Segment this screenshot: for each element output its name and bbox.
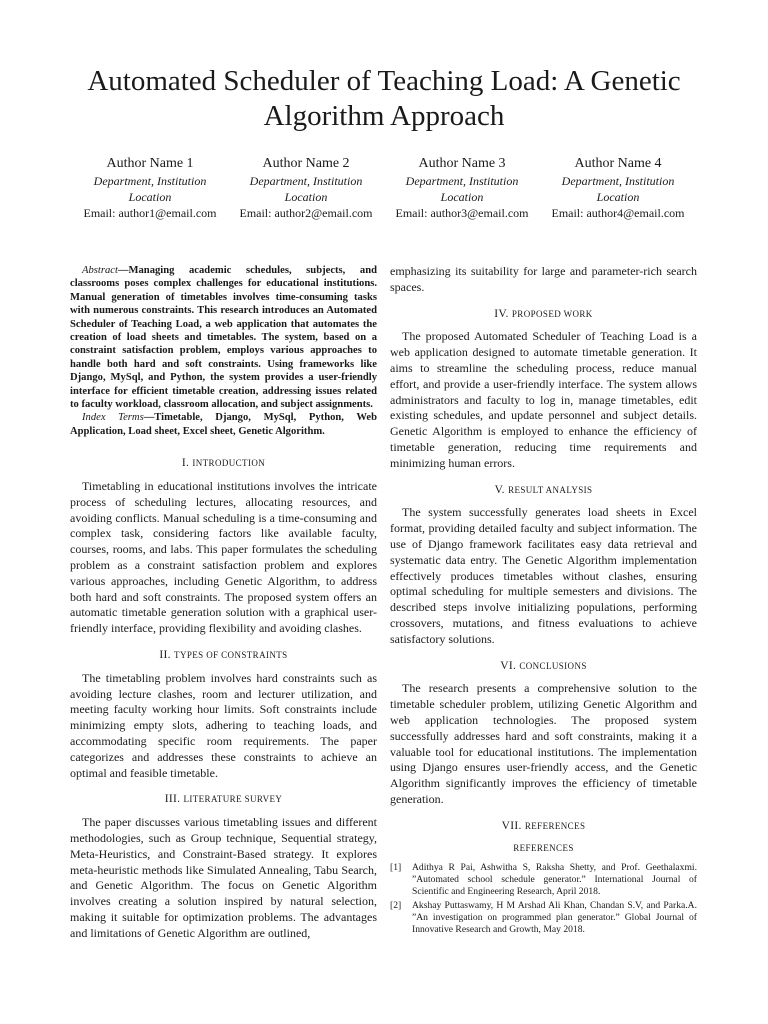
- author-name: Author Name 4: [574, 156, 662, 171]
- references-subtitle: REFERENCES: [513, 842, 574, 853]
- author-email: Email: author3@email.com: [395, 206, 529, 220]
- author-3: [384, 155, 540, 221]
- left-column: [70, 264, 377, 942]
- abstract: [70, 264, 377, 411]
- author-location: Location: [128, 190, 172, 204]
- section-heading-constraints: II. TYPES OF CONSTRAINTS: [159, 649, 288, 662]
- author-email: Email: author1@email.com: [83, 206, 217, 220]
- section-conclusions-text: The research presents a comprehensive solution to the timetable scheduler problem, utilizing Genetic Algorithm and web application technologies. The proposed system successfully addresses hard and soft constraints, making it a valuable tool for educational institutions. The implementation using Django ensures user-friendly access, and the Genetic Algorithm significantly improves the efficiency of timetable generation.: [390, 681, 697, 806]
- index-terms-label: Index Terms: [82, 412, 144, 424]
- section-survey-continued: emphasizing its suitability for large and parameter-rich search spaces.: [390, 264, 697, 294]
- section-proposed-text: The proposed Automated Scheduler of Teaching Load is a web application designed to automate timetable generation. It aims to streamline the scheduling process, reduce manual effort, and provide a user-friendly interface. The system allows administrators and faculty to log in, manage timetables, edit existing schedules, and update personnel and subject details. Genetic Algorithm is employed to enhance the efficiency of timetable generation, reducing time requirements and minimizing human errors.: [390, 329, 697, 470]
- author-department: Department, Institution: [405, 174, 519, 188]
- author-location: Location: [596, 190, 640, 204]
- author-location: Location: [284, 190, 328, 204]
- section-survey-text: The paper discusses various timetabling issues and different methodologies, such as Group technique, Sequential strategy, Meta-Heuristics, and Constraint-Based strategy. It explores meta-heuristic methods like Simulated Annealing, Tabu Search, and Genetic Algorithm. The focus on Genetic Algorithm involves creating a solution inspired by natural selection, making it suitable for optimization problems. The advantages and limitations of Genetic Algorithm are outlined,: [70, 815, 377, 940]
- abstract-label: Abstract: [82, 265, 118, 276]
- author-name: Author Name 1: [106, 156, 194, 171]
- author-name: Author Name 3: [418, 156, 506, 171]
- author-2: [228, 155, 384, 221]
- reference-text: Adithya R Pai, Ashwitha S, Raksha Shetty, and Prof. Geethalaxmi. ”Automated school schedule generator.” International Journal of Scientific and Engineering Research, April 2018.: [412, 862, 697, 898]
- author-location: Location: [440, 190, 484, 204]
- right-column: [390, 264, 697, 938]
- author-email: Email: author2@email.com: [239, 206, 373, 220]
- reference-item: [390, 862, 697, 898]
- paper-title: Automated Scheduler of Teaching Load: A Genetic Algorithm Approach: [87, 65, 681, 132]
- index-terms: [70, 411, 377, 438]
- author-block: [72, 155, 696, 221]
- author-name: Author Name 2: [262, 156, 350, 171]
- author-department: Department, Institution: [93, 174, 207, 188]
- section-heading-references: VII. REFERENCES: [501, 819, 586, 832]
- section-heading-conclusions: VI. CONCLUSIONS: [500, 659, 587, 672]
- reference-number: [1]: [390, 862, 402, 874]
- section-results-text: The system successfully generates load sheets in Excel format, providing detailed faculty and subject information. The use of Django framework facilitates easy data retrieval and systematic data entry. The Genetic Algorithm implementation effectively produces timetables without clashes, ensuring optimal scheduling for multiple semesters and divisions. The described steps involve initializing populations, performing crossovers, mutations, and fitness evaluations to achieve satisfactory solutions.: [390, 505, 697, 646]
- reference-list: [390, 862, 697, 936]
- reference-text: Akshay Puttaswamy, H M Arshad Ali Khan, Chandan S.V, and Parka.A. ”An investigation on programmed plan generator.” Global Journal of Innovative Research and Growth, May 2018.: [412, 900, 697, 936]
- section-heading-results: V. RESULT ANALYSIS: [494, 483, 593, 496]
- reference-number: [2]: [390, 900, 402, 912]
- section-constraints-text: The timetabling problem involves hard constraints such as avoiding lecture clashes, room and lecturer utilization, and meeting faculty working hour limits. Soft constraints include minimizing empty slots, adhering to teaching loads, and accommodating specific room requirements. The paper categorizes and addresses these constraints to achieve an optimal and feasible timetable.: [70, 670, 377, 780]
- author-department: Department, Institution: [249, 174, 363, 188]
- abstract-text: —Managing academic schedules, subjects, and classrooms poses complex challenges for educational institutions. Manual generation of timetables involves time-consuming tasks with numerous constraints. This research introduces an Automated Scheduler of Teaching Load, a web application that automates the creation of load sheets and timetables. The system, based on a constraint satisfaction problem, employs various approaches to handle both hard and soft constraints. Using frameworks like Django, MySql, and Python, the system provides a user-friendly interface for efficient timetable creation, addressing issues related to faculty workload, classroom allocation, and subject assignments.: [70, 265, 377, 411]
- reference-item: [390, 900, 697, 936]
- section-heading-proposed: IV. PROPOSED WORK: [494, 307, 593, 320]
- author-4: [540, 155, 696, 221]
- author-email: Email: author4@email.com: [551, 206, 685, 220]
- index-terms-text: —Timetable, Django, MySql, Python, Web Application, Load sheet, Excel sheet, Genetic Algorithm.: [70, 412, 377, 437]
- section-heading-intro: I. INTRODUCTION: [181, 457, 266, 470]
- author-department: Department, Institution: [561, 174, 675, 188]
- section-intro-text: Timetabling in educational institutions involves the intricate process of scheduling lectures, allocating resources, and avoiding conflicts. Manual scheduling is a time-consuming and complex task, considering factors like available faculty, courses, rooms, and labs. This paper formulates the scheduling problem as a constraint satisfaction problem and explores various approaches, including Genetic Algorithm, to address both hard and soft constraints. The proposed system offers an automatic timetable generation solution with a graphical user-friendly interface, providing flexibility and avoiding clashes.: [70, 479, 377, 636]
- section-heading-survey: III. LITERATURE SURVEY: [164, 793, 283, 806]
- author-1: [72, 155, 228, 221]
